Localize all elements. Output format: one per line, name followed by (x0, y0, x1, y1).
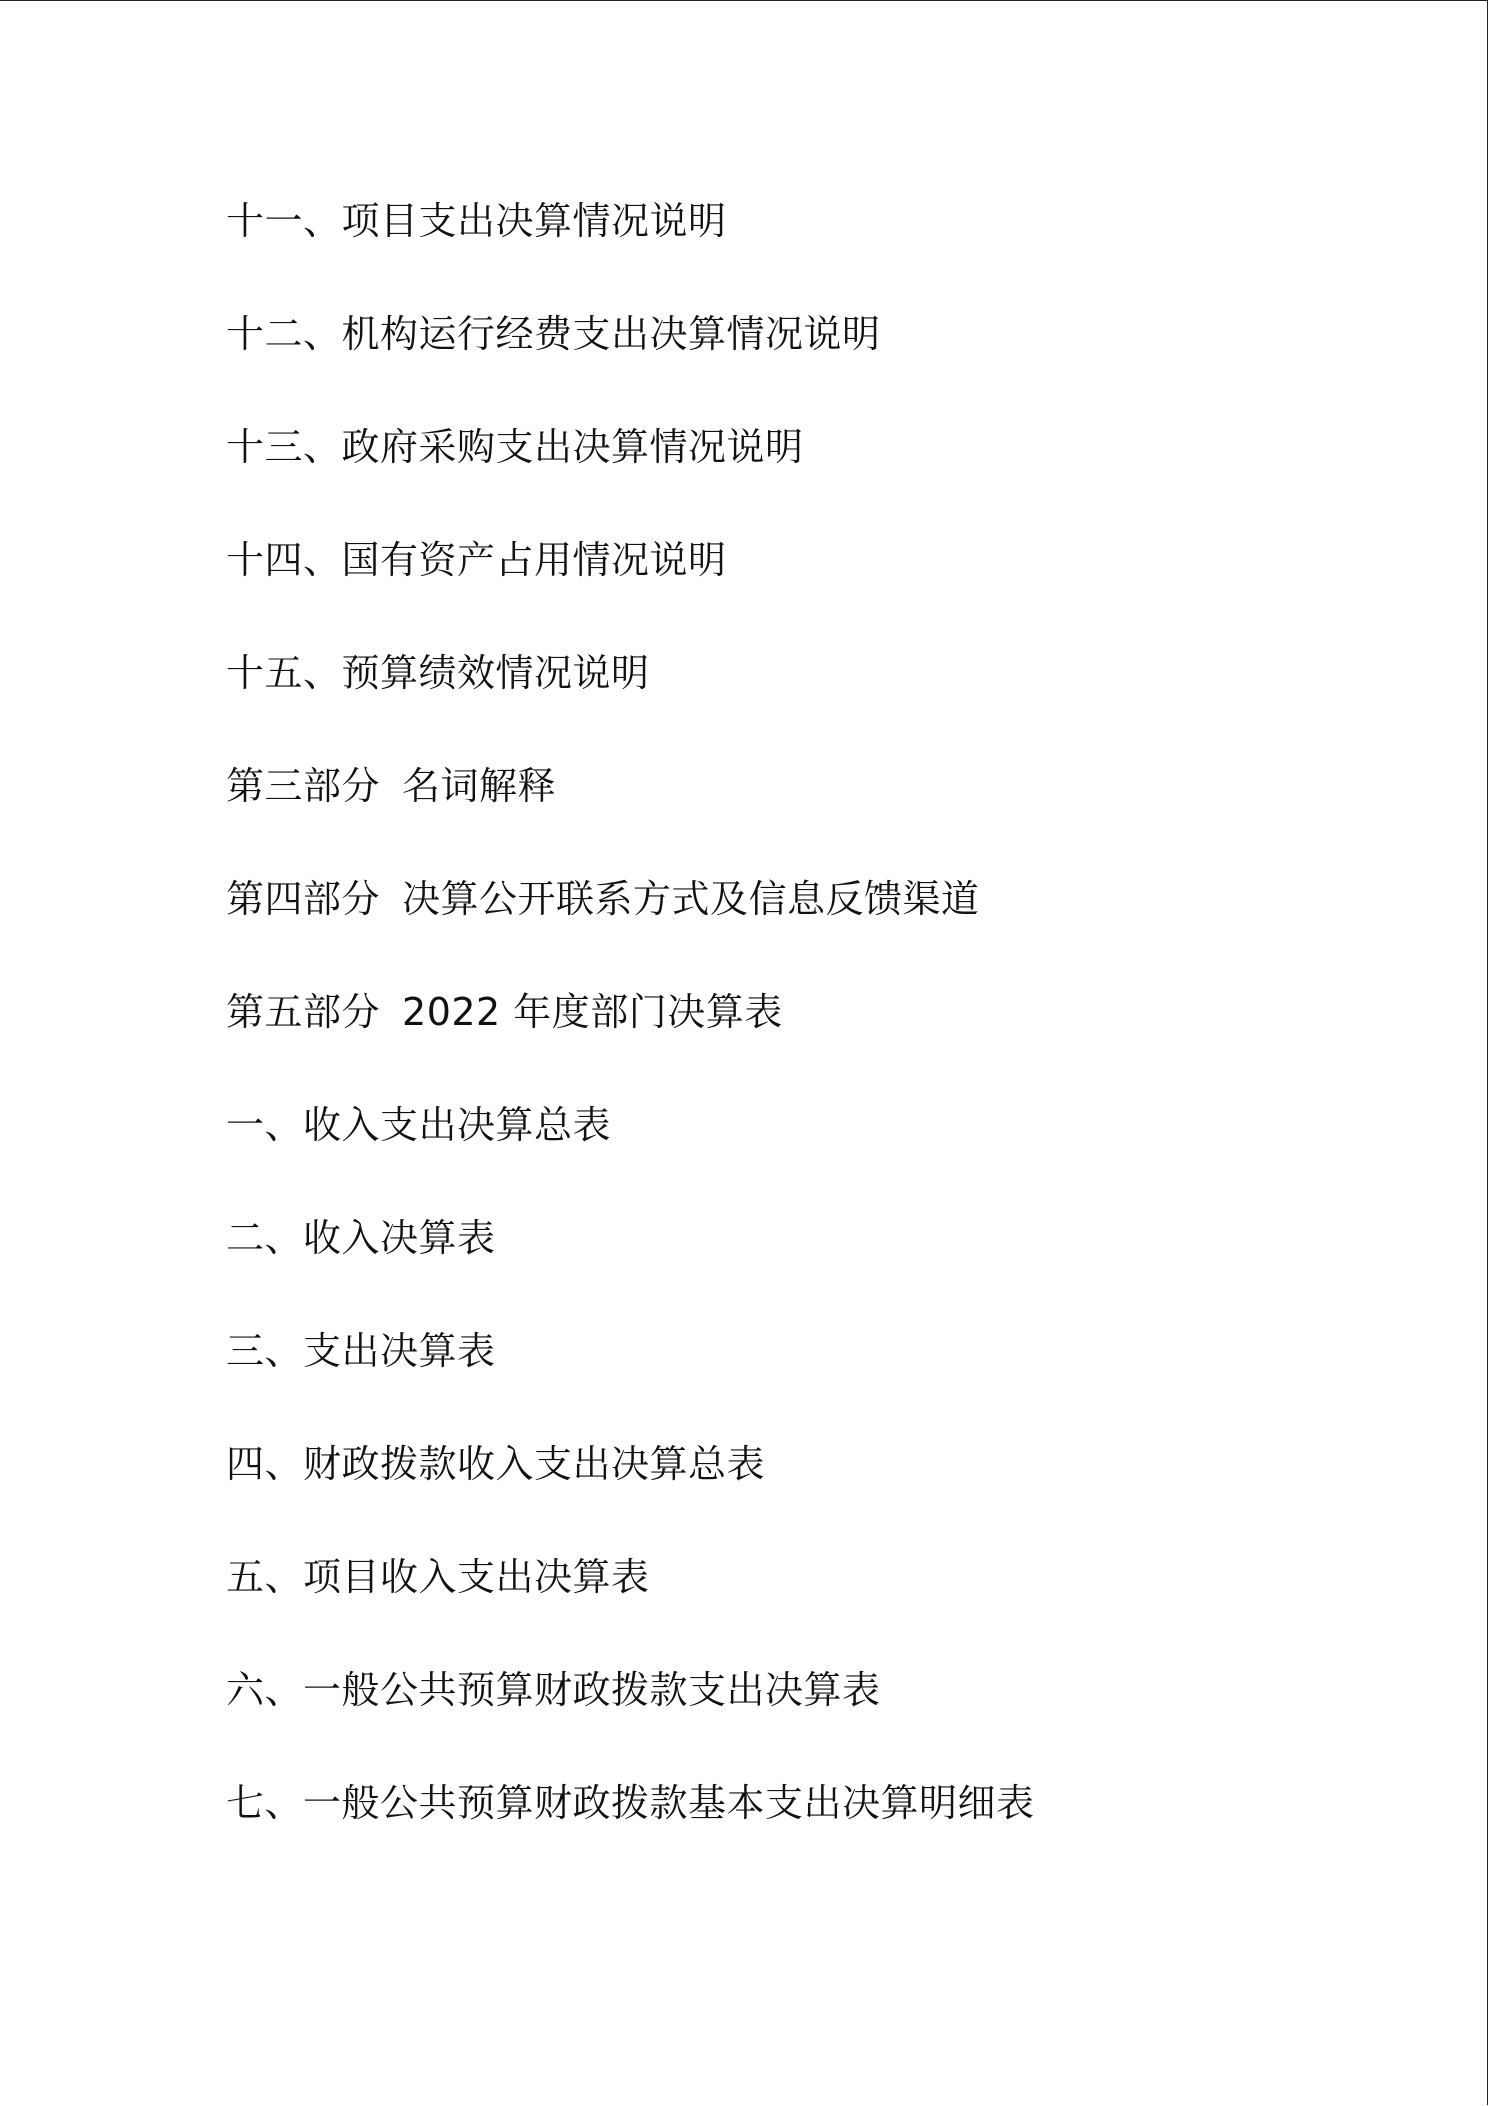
toc-section-heading (226, 869, 1035, 982)
toc-item-text: 一、收入支出决算总表 (226, 1103, 612, 1147)
toc-item-text: 三、支出决算表 (226, 1329, 496, 1373)
toc-item (226, 1208, 1035, 1321)
toc-item (226, 1434, 1035, 1547)
toc-item (226, 1321, 1035, 1434)
toc-item (226, 1660, 1035, 1773)
toc-item (226, 304, 1035, 417)
toc-item (226, 1095, 1035, 1208)
toc-item (226, 191, 1035, 304)
toc-section-prefix: 第三部分 (226, 764, 381, 808)
toc-item-text: 五、项目收入支出决算表 (226, 1555, 650, 1599)
toc-item-text: 七、一般公共预算财政拨款基本支出决算明细表 (226, 1781, 1035, 1825)
toc-item-text: 名词解释 (402, 764, 557, 808)
toc-item (226, 1773, 1035, 1886)
toc-item-text: 十四、国有资产占用情况说明 (226, 538, 727, 582)
toc-section-heading (226, 756, 1035, 869)
toc-section-prefix: 第四部分 (226, 877, 381, 921)
toc-item (226, 530, 1035, 643)
toc-item (226, 1547, 1035, 1660)
toc-item-text: 十三、政府采购支出决算情况说明 (226, 425, 804, 469)
toc-item-text: 十一、项目支出决算情况说明 (226, 199, 727, 243)
toc-section-heading (226, 982, 1035, 1095)
toc-section-prefix: 第五部分 (226, 990, 381, 1034)
toc-item-text: 六、一般公共预算财政拨款支出决算表 (226, 1668, 881, 1712)
toc-item-text: 二、收入决算表 (226, 1216, 496, 1260)
toc-item-text: 决算公开联系方式及信息反馈渠道 (402, 877, 980, 921)
table-of-contents (226, 191, 1035, 1886)
toc-item-text: 十五、预算绩效情况说明 (226, 651, 650, 695)
toc-item-text: 2022 年度部门决算表 (402, 990, 783, 1034)
toc-item-text: 十二、机构运行经费支出决算情况说明 (226, 312, 881, 356)
toc-item-text: 四、财政拨款收入支出决算总表 (226, 1442, 766, 1486)
toc-item (226, 417, 1035, 530)
toc-item (226, 643, 1035, 756)
